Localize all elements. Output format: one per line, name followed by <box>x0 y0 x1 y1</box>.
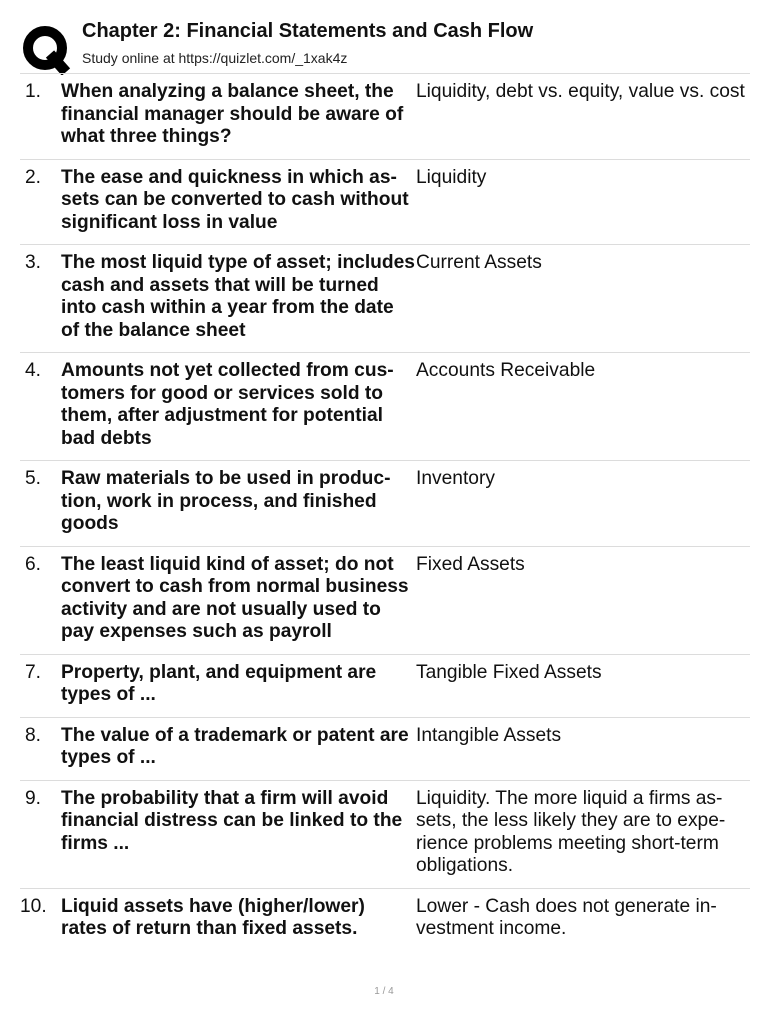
flashcard-row <box>20 461 750 547</box>
flashcard-row <box>20 353 750 461</box>
card-term: The value of a trademark or patent are types of ... <box>61 724 409 768</box>
card-definition: Current Assets <box>416 252 542 273</box>
card-term: The probability that a firm will avoid financial distress can be linked to the firms ... <box>61 787 403 854</box>
card-term: Property, plant, and equipment are types of ... <box>61 661 377 705</box>
page-title: Chapter 2: Financial Statements and Cash Flow <box>82 20 534 42</box>
card-number: 10. <box>20 895 47 917</box>
flashcard-row <box>20 547 750 655</box>
flashcard-list <box>20 73 750 951</box>
card-number: 2. <box>25 166 42 188</box>
card-number: 6. <box>25 553 42 575</box>
card-definition: Lower - Cash does not generate investment income. <box>416 895 717 939</box>
flashcard-row <box>20 889 750 951</box>
card-number: 1. <box>25 81 42 102</box>
flashcard-row <box>20 160 750 246</box>
card-definition: Accounts Receivable <box>416 360 596 381</box>
flashcard-row <box>20 655 750 718</box>
card-number: 9. <box>25 787 42 809</box>
card-definition: Intangible Assets <box>416 724 562 746</box>
card-term: The ease and quickness in which assets can be converted to cash without significant loss in value <box>61 166 409 233</box>
card-number: 8. <box>25 724 42 746</box>
page-number: 1 / 4 <box>374 986 394 997</box>
card-definition: Inventory <box>416 468 495 489</box>
flashcard-row <box>20 781 750 889</box>
card-term: When analyzing a balance sheet, the financial manager should be aware of what three things? <box>61 81 404 147</box>
flashcard-row <box>20 718 750 781</box>
card-term: The least liquid kind of asset; do not convert to cash from normal business activity and are not usually used to pay expenses such as payroll <box>61 553 409 642</box>
card-definition: Liquidity <box>416 166 487 188</box>
flashcard-row <box>20 74 750 160</box>
flashcard-row <box>20 245 750 353</box>
page-header <box>0 0 768 72</box>
card-term: Amounts not yet collected from customers for good or services sold to them, after adjustment for potential bad debts <box>61 360 394 449</box>
card-number: 4. <box>25 360 42 381</box>
card-term: Liquid assets have (higher/lower) rates of return than fixed assets. <box>61 895 365 939</box>
card-number: 7. <box>25 661 42 683</box>
card-definition: Tangible Fixed Assets <box>416 661 602 683</box>
card-term: Raw materials to be used in production, work in process, and finished goods <box>61 468 391 534</box>
card-number: 5. <box>25 468 42 489</box>
card-term: The most liquid type of asset; includes cash and assets that will be turned into cash within a year from the date of the balance sheet <box>61 252 415 341</box>
quizlet-q-logo-icon <box>20 23 72 75</box>
card-number: 3. <box>25 252 42 273</box>
study-online-link[interactable]: Study online at https://quizlet.com/_1xak4z <box>82 50 348 66</box>
card-definition: Liquidity, debt vs. equity, value vs. cost <box>416 81 745 102</box>
card-definition: Fixed Assets <box>416 553 525 575</box>
card-definition: Liquidity. The more liquid a firms assets, the less likely they are to experience problems meeting short-term obligations. <box>416 787 726 876</box>
